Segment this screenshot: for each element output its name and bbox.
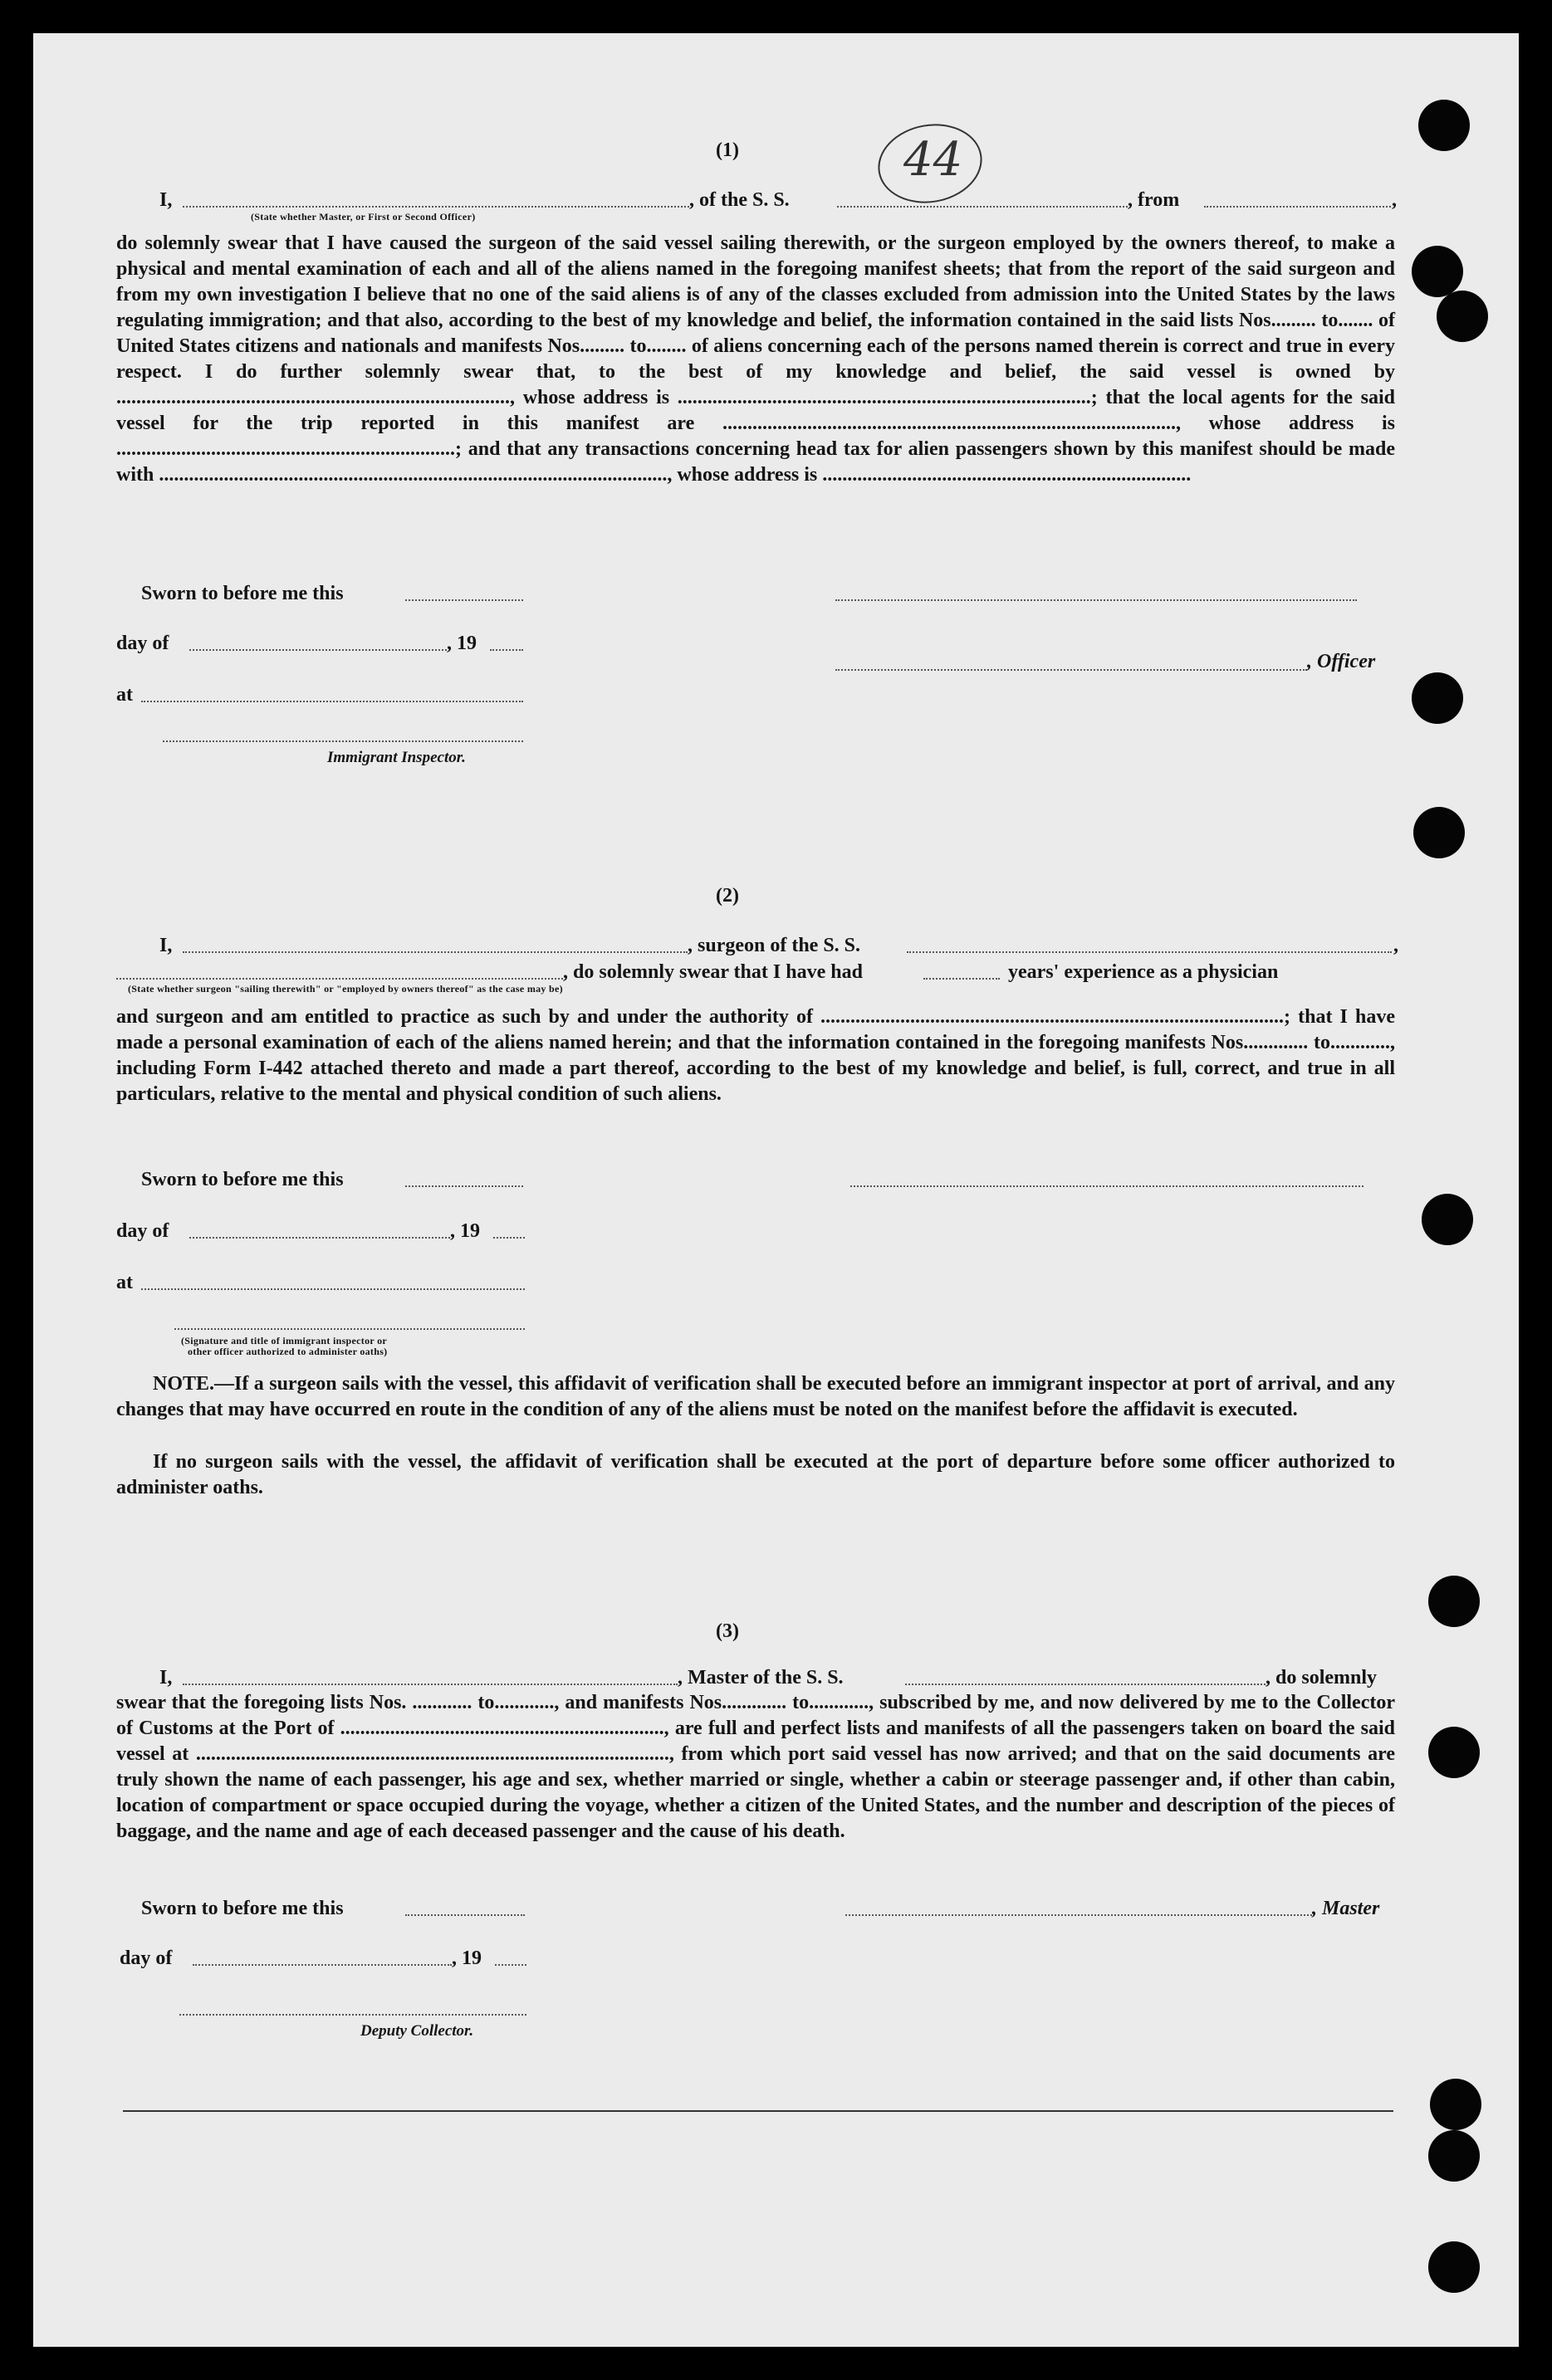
handwritten-annotation — [870, 118, 995, 209]
s2-surgeon-label: , surgeon of the S. S. — [688, 935, 861, 956]
s1-line1-comma: , — [1392, 189, 1397, 211]
s1-year-label: , 19 — [447, 633, 477, 654]
punch-hole — [1428, 2241, 1480, 2293]
s2-inspector-signature-field[interactable] — [174, 1328, 525, 1330]
s3-year-label: , 19 — [452, 1947, 482, 1969]
s2-day-label: day of — [116, 1220, 169, 1242]
s1-day-field[interactable] — [189, 649, 447, 651]
s2-swear-label: , do solemnly swear that I have had — [563, 961, 863, 983]
s2-sworn-label: Sworn to before me this — [141, 1169, 344, 1190]
s2-sworn-field[interactable] — [405, 1185, 523, 1187]
s2-at-field[interactable] — [141, 1288, 525, 1290]
s3-collector-signature-field[interactable] — [179, 2014, 526, 2016]
s2-note-paragraph-2: If no surgeon sails with the vessel, the affidavit of verification shall be executed at the port of departure before some officer authorized to administer oaths. — [116, 1451, 1395, 1498]
punch-hole — [1430, 2079, 1481, 2130]
s2-signature-note-1: (Signature and title of immigrant inspector or — [181, 1335, 388, 1346]
s1-officer-signature-field[interactable] — [835, 669, 1307, 671]
document-sheet — [33, 33, 1519, 2347]
s1-inspector-label: Immigrant Inspector. — [327, 749, 466, 766]
s2-day-field[interactable] — [189, 1237, 450, 1239]
s1-sworn-label: Sworn to before me this — [141, 583, 344, 604]
s2-signature-note-2: other officer authorized to administer oaths) — [188, 1346, 388, 1357]
section-1-heading: (1) — [716, 139, 739, 161]
s2-years-field[interactable] — [923, 978, 1000, 980]
s2-year-field[interactable] — [493, 1237, 525, 1239]
s2-vessel-field[interactable] — [907, 951, 1392, 953]
s2-surgeon-type-field[interactable] — [116, 978, 563, 980]
s3-sworn-field[interactable] — [405, 1914, 525, 1916]
s1-year-field[interactable] — [490, 649, 523, 651]
s3-master-label: , Master of the S. S. — [678, 1667, 844, 1688]
s2-year-label: , 19 — [450, 1220, 480, 1242]
s2-at-label: at — [116, 1272, 133, 1293]
s3-i-label: I, — [159, 1667, 173, 1688]
s3-day-label: day of — [120, 1947, 173, 1969]
s1-vessel-field[interactable] — [837, 206, 1128, 208]
s1-sworn-field[interactable] — [405, 599, 523, 601]
s1-signature-field[interactable] — [835, 599, 1357, 601]
s1-at-field[interactable] — [141, 701, 523, 702]
s3-name-field[interactable] — [183, 1684, 678, 1685]
s1-i-label: I, — [159, 189, 173, 211]
bottom-rule — [123, 2110, 1393, 2112]
punch-hole — [1418, 100, 1470, 151]
s2-name-field[interactable] — [183, 951, 688, 953]
handwritten-number: 44 — [903, 133, 963, 187]
punch-hole — [1428, 2130, 1480, 2182]
s2-note-paragraph: NOTE.—If a surgeon sails with the vessel, this affidavit of verification shall be executed before an immigrant inspector at port of arrival, and any changes that may have occurred en route in the condition of any of the aliens must be noted on the manifest before the affidavit is executed. — [116, 1373, 1395, 1420]
s3-day-field[interactable] — [193, 1964, 452, 1966]
manifest-affidavit-page — [33, 33, 1519, 2347]
s2-line1-comma: , — [1393, 935, 1398, 956]
s2-surgeon-note: (State whether surgeon "sailing therewith" or "employed by owners thereof" as the case may be) — [128, 983, 563, 995]
s2-affidavit-text: and surgeon and am entitled to practice as such by and under the authority of .............................................................................................; that I have made a personal examination of each of the aliens named herein; and that the information contained in the foregoing manifests Nos............. to............, including Form I-442 attached thereto and made a part thereof, according to the best of my knowledge and belief, is full, correct, and true in all particulars, relative to the mental and physical condition of such aliens. — [116, 1006, 1395, 1105]
s1-from-label: , from — [1128, 189, 1180, 211]
s1-officer-label: , Officer — [1307, 651, 1376, 672]
s1-affidavit-text: do solemnly swear that I have caused the surgeon of the said vessel sailing therewith, or the surgeon employed by the owners thereof, to make a physical and mental examination of each and all of the aliens named in the foregoing manifest sheets; that from the report of the said surgeon and from my own investigation I believe that no one of the said aliens is of any of the classes excluded from admission into the United States by the laws regulating immigration; and that also, according to the best of my knowledge and belief, the information contained in the said lists Nos......... to....... of United States citizens and nationals and manifests Nos......... to........ of aliens concerning each of the persons named therein is correct and true in every respect. I do further solemnly swear that, to the best of my knowledge and belief, the said vessel is owned by ..............................................................................., whose address is ...................................................................................; that the local agents for the said vessel for the trip reported in this manifest are ..........................................................................................., whose address is ....................................................................; and that any transactions concerning head tax for alien passengers shown by this manifest should be made with ......................................................................................................, whose address is .......................................................................... — [116, 232, 1395, 486]
section-2-heading: (2) — [716, 885, 739, 907]
punch-hole — [1412, 672, 1463, 724]
s3-master-label-sig: , Master — [1312, 1898, 1380, 1919]
s1-day-label: day of — [116, 633, 169, 654]
s1-inspector-signature-field[interactable] — [163, 740, 523, 742]
s2-i-label: I, — [159, 935, 173, 956]
s1-of-ss-label: , of the S. S. — [689, 189, 790, 211]
s1-officer-name-field[interactable] — [183, 206, 689, 208]
s1-officer-note: (State whether Master, or First or Second Officer) — [251, 211, 476, 222]
s3-year-field[interactable] — [495, 1964, 526, 1966]
punch-hole — [1428, 1727, 1480, 1778]
s3-collector-label: Deputy Collector. — [360, 2022, 474, 2040]
punch-hole — [1412, 246, 1463, 297]
punch-hole — [1428, 1576, 1480, 1627]
s1-at-label: at — [116, 684, 133, 706]
s1-from-field[interactable] — [1204, 206, 1391, 208]
punch-hole — [1437, 291, 1488, 342]
s3-solemnly-label: , do solemnly — [1266, 1667, 1378, 1688]
s3-vessel-field[interactable] — [905, 1684, 1266, 1685]
s3-master-signature-field[interactable] — [845, 1914, 1312, 1916]
s3-affidavit-text: swear that the foregoing lists Nos. ............ to............, and manifests Nos............. to............, subscribed by me, and now delivered by me to the Collector of Customs at the Port of ................................................................., are full and perfect lists and manifests of all the passengers taken on board the said vessel at ..............................................................................................., from which port said vessel has now arrived; and that on the said documents are truly shown the name of each passenger, his age and sex, whether married or single, whether a cabin or steerage passenger and, if other than cabin, location of compartment or space occupied during the voyage, whether a citizen of the United States, and the number and description of the pieces of baggage, and the name and age of each deceased passenger and the cause of his death. — [116, 1692, 1395, 1842]
punch-hole — [1422, 1194, 1473, 1245]
s3-sworn-label: Sworn to before me this — [141, 1898, 344, 1919]
s2-years-label: years' experience as a physician — [1008, 961, 1279, 983]
punch-hole — [1413, 807, 1465, 858]
s2-signature-field[interactable] — [850, 1185, 1364, 1187]
section-3-heading: (3) — [716, 1620, 739, 1642]
